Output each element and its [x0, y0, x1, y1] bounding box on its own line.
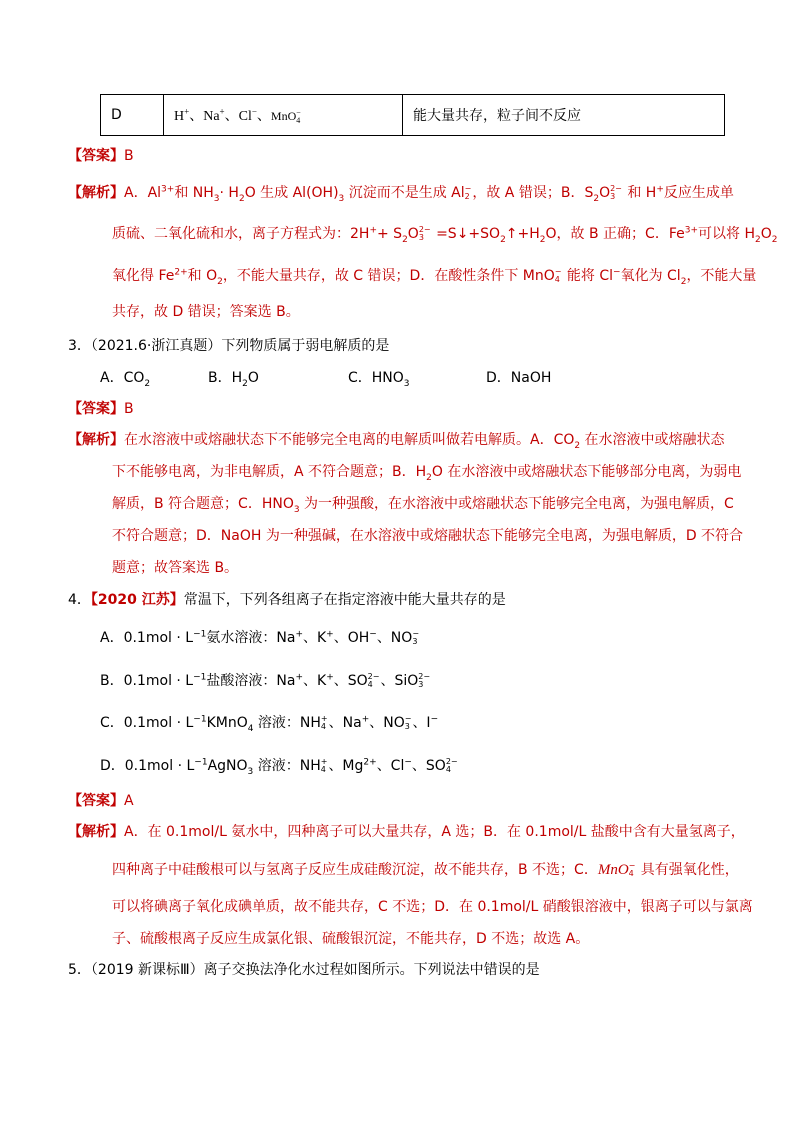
superscript: +	[320, 714, 328, 723]
subscript: 2	[402, 234, 408, 245]
subscript: 2	[593, 193, 600, 204]
subscript: 3	[293, 504, 300, 515]
ion-formula: MnO	[597, 862, 629, 878]
text: =S↓+SO	[431, 226, 501, 242]
subscript: 2	[755, 234, 761, 245]
superscript: −	[628, 861, 636, 870]
text: 、SO	[411, 758, 446, 774]
ion-charge: +	[219, 106, 225, 117]
text: · H	[219, 185, 239, 201]
text: 、I	[412, 715, 431, 731]
subscript: 3	[338, 193, 345, 204]
text: 溶液：NH	[253, 758, 321, 774]
superscript: −	[404, 757, 412, 768]
ion-charge: +	[184, 106, 190, 117]
text: 具有强氧化性，	[636, 862, 739, 878]
text: 为一种强酸，在水溶液中或熔融状态下能够完全电离，为强电解质，C	[299, 496, 734, 512]
text: B．0.1mol · L	[100, 673, 194, 689]
subscript: 4	[628, 869, 634, 878]
q2-answer	[68, 146, 134, 166]
answer-value: A	[124, 793, 134, 809]
q4-option-d	[100, 756, 459, 776]
text: A．0.1mol · L	[100, 630, 194, 646]
q5-stem: 5．（2019 新课标Ⅲ）离子交换法净化水过程如图所示。下列说法中错误的是	[68, 962, 540, 978]
superscript: −	[613, 267, 621, 278]
superscript: +	[326, 629, 334, 640]
text: 、Na	[328, 715, 362, 731]
superscript: −	[554, 267, 562, 276]
subscript: 2	[539, 234, 546, 245]
q3-analysis-line-4: 不符合题意；D．NaOH 为一种强碱，在水溶液中或熔融状态下能够完全电离，为强电解质，D 不符合	[112, 528, 744, 544]
source-tag: 【2020 江苏】	[90, 592, 184, 608]
table-row	[101, 95, 725, 136]
ion-subscript: 4	[296, 115, 301, 125]
text: 、OH	[333, 630, 370, 646]
superscript: 2−	[367, 672, 380, 681]
text: 、Cl	[376, 758, 405, 774]
q3-analysis-line-3	[112, 494, 734, 514]
text: 和 H	[622, 185, 657, 201]
text: 常温下，下列各组离子在指定溶液中能大量共存的是	[183, 592, 506, 608]
superscript: −	[369, 629, 377, 640]
text: 可以将 H	[698, 226, 755, 242]
text: 下不能够电离，为非电解质，A 不符合题意；B．H	[112, 464, 427, 480]
superscript: 3+	[684, 225, 699, 236]
superscript: 2−	[445, 757, 458, 766]
text: 、Mg	[328, 758, 364, 774]
superscript: −1	[193, 629, 207, 640]
q4-option-a	[100, 628, 420, 648]
option-text: C．HNO	[348, 370, 404, 386]
superscript: −1	[193, 714, 207, 725]
superscript: +	[320, 757, 328, 766]
subscript: 4	[320, 765, 326, 774]
result-cell: 能大量共存，粒子间不反应	[403, 95, 725, 136]
answer-table	[100, 94, 725, 136]
q3-option-b	[208, 368, 259, 388]
subscript: 2	[500, 234, 506, 245]
subscript: 2	[144, 378, 151, 389]
ion-charge: −	[251, 106, 257, 117]
text: 沉淀而不是生成 Al	[344, 185, 465, 201]
text: 、NO	[376, 630, 413, 646]
q4-analysis-line-3: 可以将碘离子氧化成碘单质，故不能共存，C 不选；D．在 0.1mol/L 硝酸银溶液中，银离子可以与氯离	[112, 899, 753, 915]
q4-analysis-line-2	[112, 860, 739, 880]
text: O	[599, 185, 611, 201]
q3-option-c	[348, 368, 410, 388]
separator: 、	[256, 109, 271, 124]
ion-cl: Cl	[238, 109, 252, 124]
superscript: +	[295, 629, 303, 640]
q3-option-a	[100, 368, 150, 388]
text: 在水溶液中或熔融状态下不能够完全电离的电解质叫做若电解质。A．CO	[124, 432, 575, 448]
subscript: 2	[238, 193, 245, 204]
answer-tag: 【答案】	[68, 401, 124, 417]
superscript: +	[326, 672, 334, 683]
text: 氧化为 Cl	[620, 268, 681, 284]
text: 氨水溶液：Na	[206, 630, 296, 646]
superscript: 2+	[174, 267, 188, 278]
superscript: −	[404, 714, 412, 723]
subscript: 4	[367, 680, 373, 689]
analysis-tag: 【解析】	[68, 432, 124, 448]
text: 能将 Cl	[562, 268, 614, 284]
q3-analysis-line-5: 题意；故答案选 B。	[112, 560, 239, 576]
answer-tag: 【答案】	[68, 793, 124, 809]
text: O，故 B 正确；C．Fe	[545, 226, 685, 242]
subscript: 3	[418, 233, 424, 242]
superscript: 2+	[363, 757, 377, 768]
subscript: 4	[554, 275, 560, 284]
text: O 在水溶液中或熔融状态下能够部分电离，为弱电	[431, 464, 742, 480]
text: 、SO	[333, 673, 368, 689]
question-number: 4．	[68, 592, 91, 608]
text: 在水溶液中或熔融状态	[580, 432, 725, 448]
ion-h: H	[174, 109, 185, 124]
subscript: 4	[445, 765, 451, 774]
option-text: A．CO	[100, 370, 145, 386]
subscript: 2	[464, 192, 470, 201]
superscript: −	[430, 714, 439, 725]
ions-cell	[164, 95, 403, 136]
subscript: 2	[680, 276, 687, 287]
text: 四种离子中硅酸根可以与氢离子反应生成硅酸沉淀，故不能共存，B 不选；C．	[112, 862, 598, 878]
q4-analysis-line-1	[68, 822, 745, 842]
ion-mno4: MnO	[270, 109, 297, 123]
text: 和 NH	[174, 185, 214, 201]
text: 反应生成单	[663, 185, 734, 201]
text: 和 O	[187, 268, 218, 284]
q2-analysis-line-4: 共存，故 D 错误；答案选 B。	[112, 304, 300, 320]
superscript: 2−	[418, 225, 431, 234]
subscript: 2	[217, 276, 223, 287]
subscript: 2	[574, 440, 581, 451]
text: 氧化得 Fe	[112, 268, 175, 284]
option-letter-cell: D	[101, 95, 164, 136]
ion-scripts	[296, 109, 301, 125]
superscript: 2−	[418, 672, 431, 681]
q2-analysis-line-1	[68, 183, 734, 203]
text: 、K	[303, 673, 327, 689]
separator: 、	[224, 109, 239, 124]
text: KMnO	[206, 715, 248, 731]
subscript: 4	[320, 722, 327, 731]
answer-value: B	[124, 401, 134, 417]
q3-analysis-line-2	[112, 462, 741, 482]
subscript: 2	[771, 234, 778, 245]
superscript: +	[369, 225, 377, 236]
q3-answer	[68, 399, 134, 419]
subscript: 3	[418, 680, 424, 689]
text: D．0.1mol · L	[100, 758, 195, 774]
subscript: 3	[412, 637, 418, 646]
analysis-tag: 【解析】	[68, 824, 124, 840]
superscript: −1	[193, 672, 207, 683]
subscript: 3	[247, 766, 254, 777]
analysis-tag: 【解析】	[68, 185, 124, 201]
q2-analysis-line-3	[112, 266, 756, 286]
text: 质硫、二氧化硫和水，离子方程式为：2H	[112, 226, 370, 242]
q4-option-c	[100, 713, 438, 733]
text: A．Al	[124, 185, 162, 201]
superscript: +	[656, 184, 664, 195]
text: 溶液：NH	[253, 715, 321, 731]
subscript: 2	[242, 378, 248, 389]
superscript: −	[464, 184, 472, 193]
subscript: 3	[610, 192, 616, 201]
subscript: 3	[213, 193, 220, 204]
text: ，不能大量	[686, 268, 757, 284]
text: 、SiO	[380, 673, 419, 689]
text: 、NO	[369, 715, 405, 731]
subscript: 3	[403, 378, 410, 389]
separator: 、	[189, 109, 204, 124]
text: O	[407, 226, 419, 242]
option-text: B．H	[208, 370, 243, 386]
answer-value: B	[124, 148, 134, 164]
q4-stem	[68, 590, 506, 610]
subscript: 3	[404, 722, 410, 731]
superscript: 3+	[161, 184, 175, 195]
text: ↑+H	[505, 226, 540, 242]
text: O	[543, 268, 555, 284]
q4-answer	[68, 791, 134, 811]
text: ，故 A 错误；B．S	[472, 185, 594, 201]
text: + S	[376, 226, 403, 242]
answer-tag: 【答案】	[68, 148, 124, 164]
superscript: 2−	[610, 184, 622, 193]
q3-analysis-line-1	[68, 430, 725, 450]
ion-na: Na	[203, 109, 220, 124]
subscript: 4	[247, 723, 254, 734]
ion-charge: −	[296, 107, 301, 117]
superscript: +	[295, 672, 304, 683]
q3-stem: 3．（2021.6·浙江真题）下列物质属于弱电解质的是	[68, 338, 390, 354]
text: C．0.1mol · L	[100, 715, 194, 731]
q2-analysis-line-2	[112, 224, 778, 244]
superscript: −1	[194, 757, 208, 768]
text: 盐酸溶液：Na	[206, 673, 296, 689]
option-text: O	[247, 370, 259, 386]
q4-option-b	[100, 671, 431, 691]
text: O	[760, 226, 772, 242]
text: A．在 0.1mol/L 氨水中，四种离子可以大量共存，A 选；B．在 0.1mol/L 盐酸中含有大量氢离子，	[124, 824, 745, 840]
superscript: −	[412, 629, 420, 638]
q4-analysis-line-4: 子、硫酸根离子反应生成氯化银、硫酸银沉淀，不能共存，D 不选；故选 A。	[112, 931, 590, 947]
text: 解质，B 符合题意；C．HNO	[112, 496, 294, 512]
text: O 生成 Al(OH)	[244, 185, 339, 201]
text: ，不能大量共存，故 C 错误；D．在酸性条件下 Mn	[222, 268, 544, 284]
text: 、K	[302, 630, 327, 646]
text: AgNO	[207, 758, 248, 774]
subscript: 2	[426, 472, 432, 483]
q3-option-d: D．NaOH	[486, 370, 552, 386]
superscript: +	[361, 714, 370, 725]
